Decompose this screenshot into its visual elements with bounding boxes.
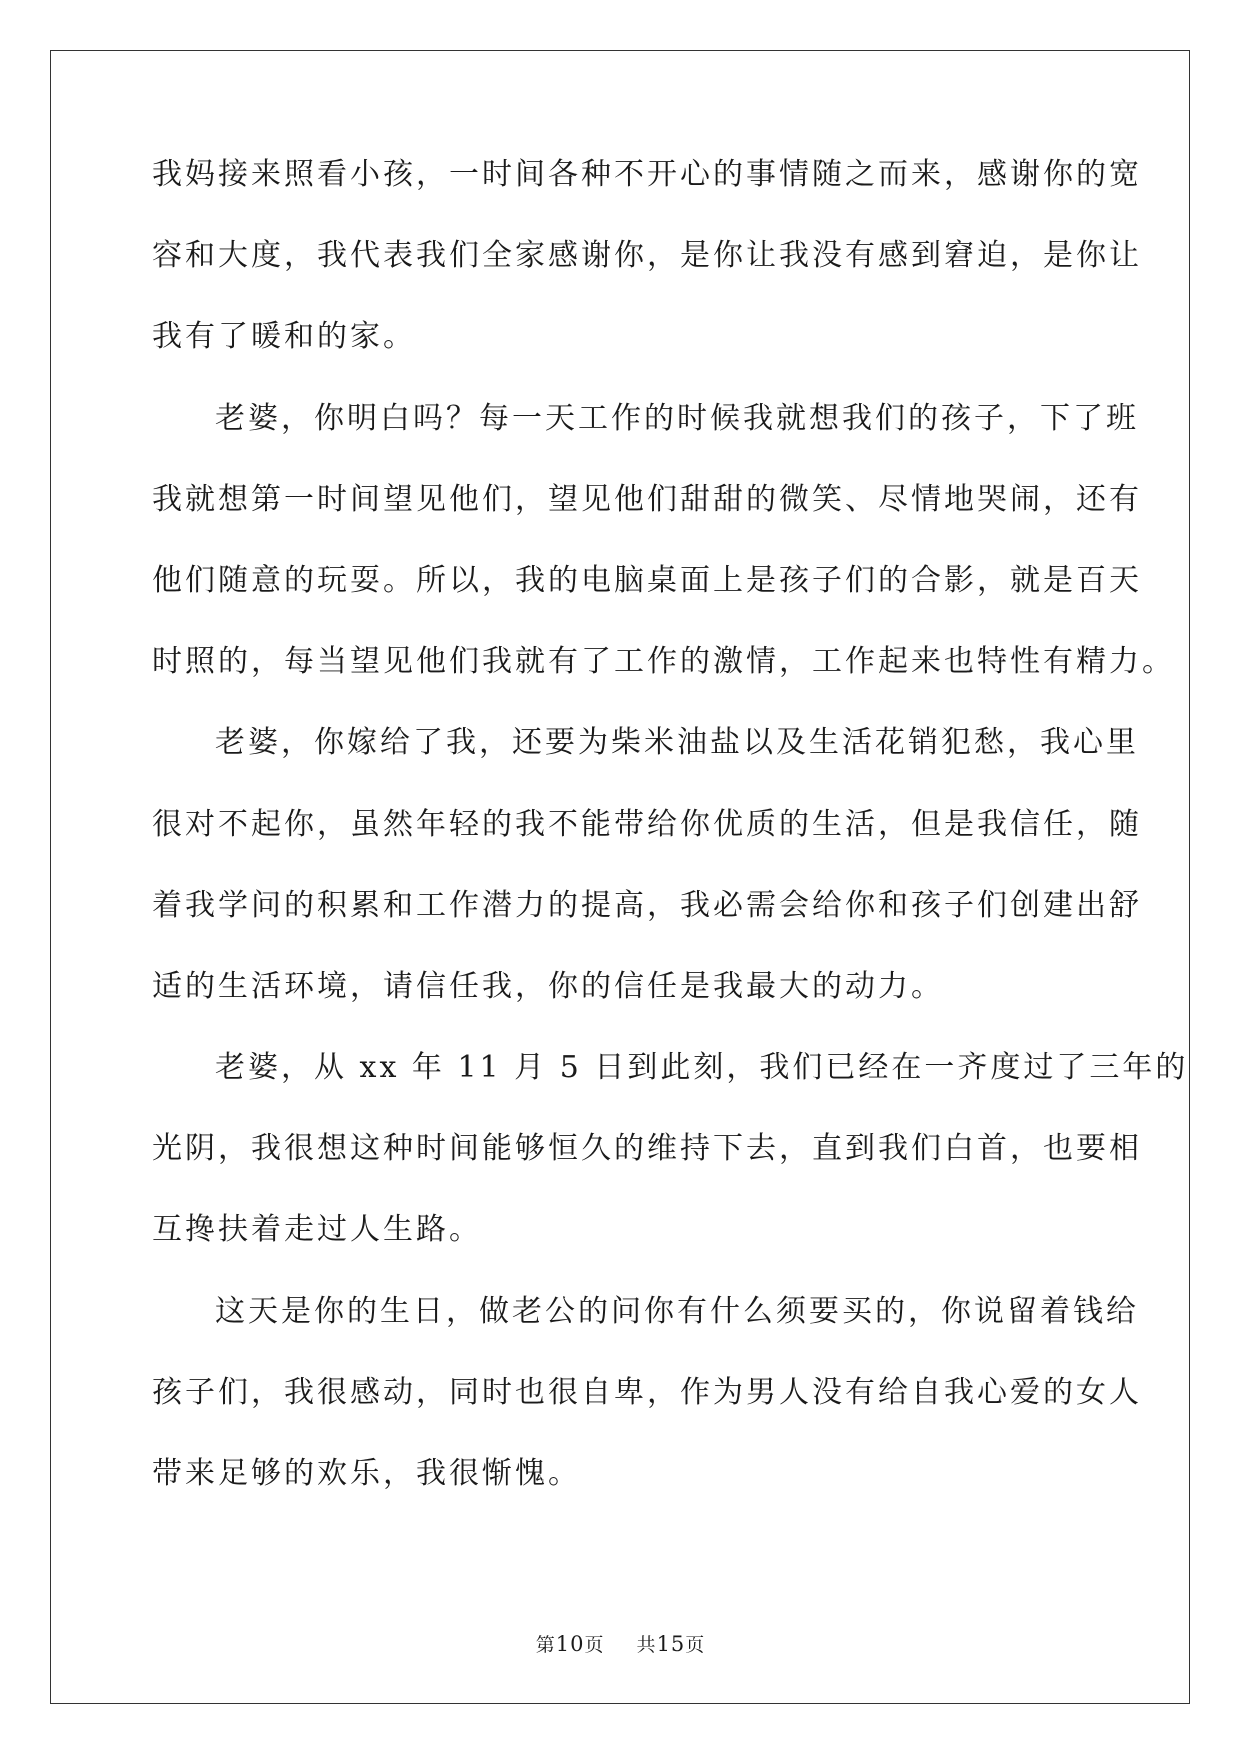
page-suffix: 页 <box>584 1634 605 1656</box>
page-footer <box>0 1630 1241 1657</box>
paragraph-2-line-3: 他们随意的玩耍。所以，我的电脑桌面上是孩子们的合影，就是百天 <box>152 562 1142 598</box>
paragraph-5-line-2: 孩子们，我很感动，同时也很自卑，作为男人没有给自我心爱的女人 <box>152 1374 1142 1410</box>
paragraph-5-line-1: 这天是你的生日，做老公的问你有什么须要买的，你说留着钱给 <box>215 1293 1139 1329</box>
total-prefix: 共 <box>636 1634 657 1656</box>
paragraph-3-line-2: 很对不起你，虽然年轻的我不能带给你优质的生活，但是我信任，随 <box>152 806 1142 842</box>
paragraph-4-line-3: 互搀扶着走过人生路。 <box>152 1212 482 1248</box>
document-body <box>152 157 1189 1540</box>
current-page-number: 10 <box>555 1632 585 1656</box>
paragraph-1-line-1: 我妈接来照看小孩，一时间各种不开心的事情随之而来，感谢你的宽 <box>152 157 1142 192</box>
paragraph-2-line-2: 我就想第一时间望见他们，望见他们甜甜的微笑、尽情地哭闹，还有 <box>152 481 1142 517</box>
paragraph-4-line-2: 光阴，我很想这种时间能够恒久的维持下去，直到我们白首，也要相 <box>152 1131 1142 1167</box>
paragraph-2-line-1: 老婆，你明白吗？每一天工作的时候我就想我们的孩子，下了班 <box>215 400 1139 436</box>
paragraph-3-line-3: 着我学问的积累和工作潜力的提高，我必需会给你和孩子们创建出舒 <box>152 887 1142 923</box>
paragraph-3-line-4: 适的生活环境，请信任我，你的信任是我最大的动力。 <box>152 968 944 1004</box>
paragraph-3-line-1: 老婆，你嫁给了我，还要为柴米油盐以及生活花销犯愁，我心里 <box>215 725 1139 761</box>
total-page-count: 15 <box>656 1632 686 1656</box>
total-pages-label <box>637 1634 706 1656</box>
paragraph-2-line-4: 时照的，每当望见他们我就有了工作的激情，工作起来也特性有精力。 <box>152 644 1175 680</box>
page-number-label <box>536 1634 612 1656</box>
paragraph-5-line-3: 带来足够的欢乐，我很惭愧。 <box>152 1456 581 1491</box>
paragraph-4-line-1: 老婆，从 xx 年 11 月 5 日到此刻，我们已经在一齐度过了三年的 <box>215 1050 1189 1086</box>
paragraph-1-line-3: 我有了暖和的家。 <box>152 319 416 355</box>
paragraph-1-line-2: 容和大度，我代表我们全家感谢你，是你让我没有感到窘迫，是你让 <box>152 238 1142 274</box>
page-prefix: 第 <box>535 1634 556 1656</box>
total-suffix: 页 <box>685 1634 706 1656</box>
